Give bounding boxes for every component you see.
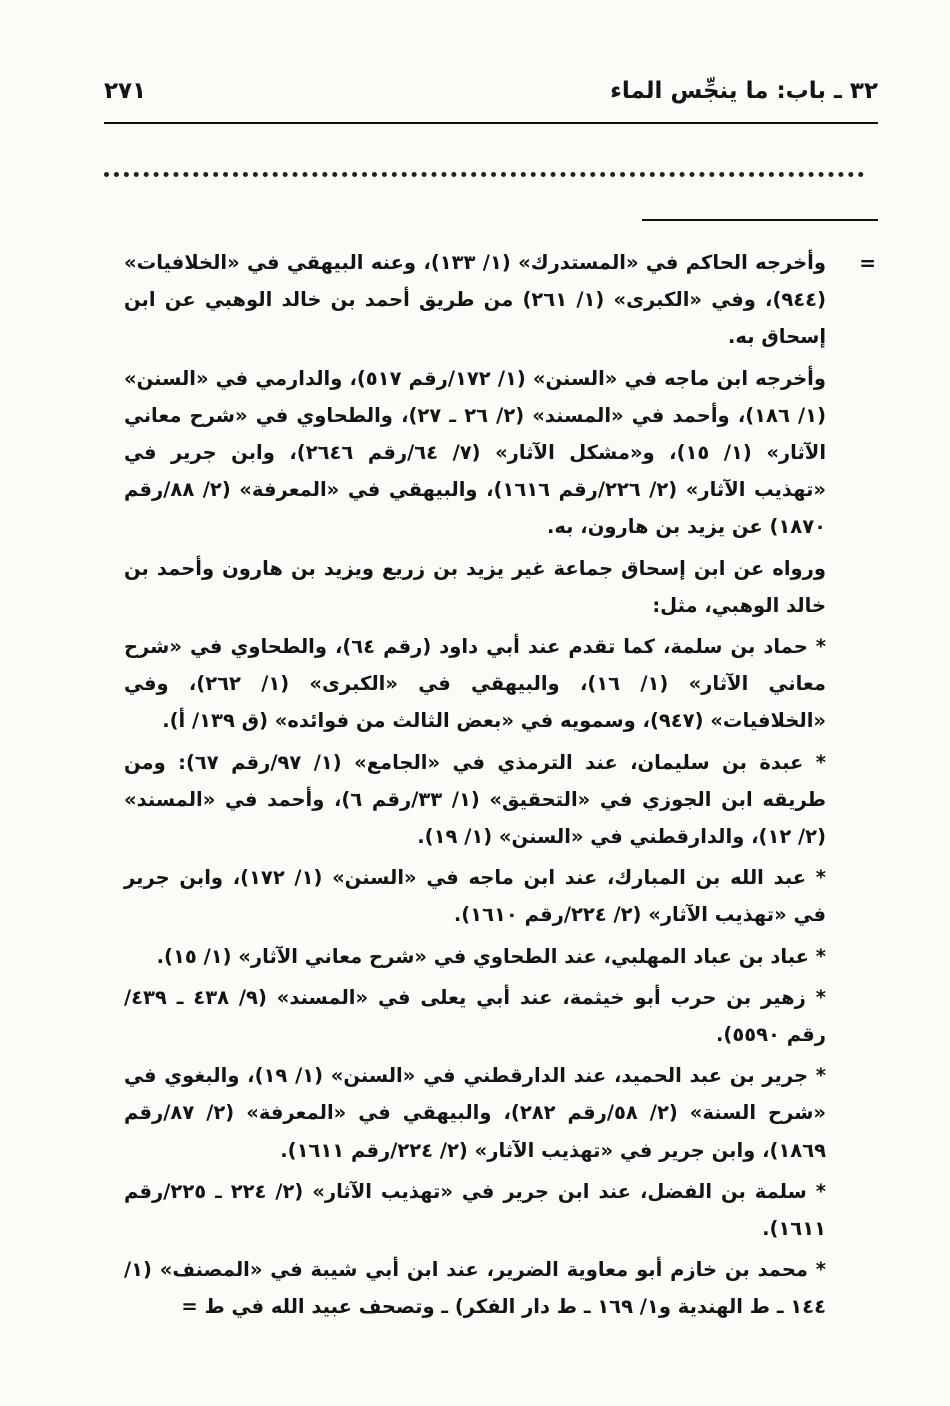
continuation-mark: =	[859, 251, 876, 275]
footnote-paragraph: * عباد بن عباد المهلبي، عند الطحاوي في «شرح معاني الآثار» (١/ ١٥).	[156, 944, 826, 968]
footnote-body	[124, 244, 826, 1330]
footnote-paragraph: وأخرجه الحاكم في «المستدرك» (١/ ١٣٣)، وعنه البيهقي في «الخلافيات» (٩٤٤)، وفي «الكبرى» (١/ ٢٦١) من طريق أحمد بن خالد الوهبي عن ابن إسحاق به.	[124, 251, 827, 349]
footnote-paragraph: * حماد بن سلمة، كما تقدم عند أبي داود (رقم ٦٤)، والطحاوي في «شرح معاني الآثار» (١/ ١٦)، والبيهقي في «الكبرى» (١/ ٢٦٢)، وفي «الخلافيات» (٩٤٧)، وسمويه في «بعض الثالث من فوائده» (ق ١٣٩/ أ).	[124, 635, 826, 733]
header-rule	[104, 122, 878, 124]
running-title: ٣٢ ـ باب: ما ينجِّس الماء	[610, 78, 878, 104]
footnote-paragraph: * جرير بن عبد الحميد، عند الدارقطني في «السنن» (١/ ١٩)، والبغوي في «شرح السنة» (٢/ ٥٨/رقم ٢٨٢)، والبيهقي في «المعرفة» (٢/ ٨٧/رقم ١٨٦٩)، وابن جرير في «تهذيب الآثار» (٢/ ٢٢٤/رقم ١٦١١).	[124, 1064, 826, 1162]
footnote-paragraph: * زهير بن حرب أبو خيثمة، عند أبي يعلى في «المسند» (٩/ ٤٣٨ ـ ٤٣٩/ رقم ٥٥٩٠).	[124, 985, 826, 1047]
footnote-paragraph: * محمد بن خازم أبو معاوية الضرير، عند ابن أبي شيبة في «المصنف» (١/ ١٤٤ ـ ط الهندية و١/ ١٦٩ ـ ط دار الفكر) ـ وتصحف عبيد الله في ط =	[124, 1258, 826, 1319]
footnote-rule	[642, 219, 878, 221]
dotted-separator	[104, 172, 864, 177]
footnote-paragraph: وأخرجه ابن ماجه في «السنن» (١/ ١٧٢/رقم ٥١٧)، والدارمي في «السنن» (١/ ١٨٦)، وأحمد في «المسند» (٢/ ٢٦ ـ ٢٧)، والطحاوي في «شرح معاني الآثار» (١/ ١٥)، و«مشكل الآثار» (٧/ ٦٤/رقم ٢٦٤٦)، وابن جرير في «تهذيب الآثار» (٢/ ٢٢٦/رقم ١٦١٦)، والبيهقي في «المعرفة» (٢/ ٨٨/رقم ١٨٧٠) عن يزيد بن هارون، به.	[124, 366, 827, 539]
footnote-paragraph: * سلمة بن الفضل، عند ابن جرير في «تهذيب الآثار» (٢/ ٢٢٤ ـ ٢٢٥/رقم ١٦١١).	[124, 1179, 826, 1241]
page-header	[104, 78, 878, 120]
footnote-paragraph: * عبد الله بن المبارك، عند ابن ماجه في «السنن» (١/ ١٧٢)، وابن جرير في «تهذيب الآثار» (٢/ ٢٢٤/رقم ١٦١٠).	[124, 866, 826, 927]
footnote-paragraph: * عبدة بن سليمان، عند الترمذي في «الجامع» (١/ ٩٧/رقم ٦٧): ومن طريقه ابن الجوزي في «التحقيق» (١/ ٣٣/رقم ٦)، وأحمد في «المسند» (٢/ ١٢)، والدارقطني في «السنن» (١/ ١٩).	[124, 750, 826, 849]
footnote-paragraph: ورواه عن ابن إسحاق جماعة غير يزيد بن زريع ويزيد بن هارون وأحمد بن خالد الوهبي، مثل:	[124, 556, 826, 617]
page-number: ٢٧١	[104, 78, 147, 104]
